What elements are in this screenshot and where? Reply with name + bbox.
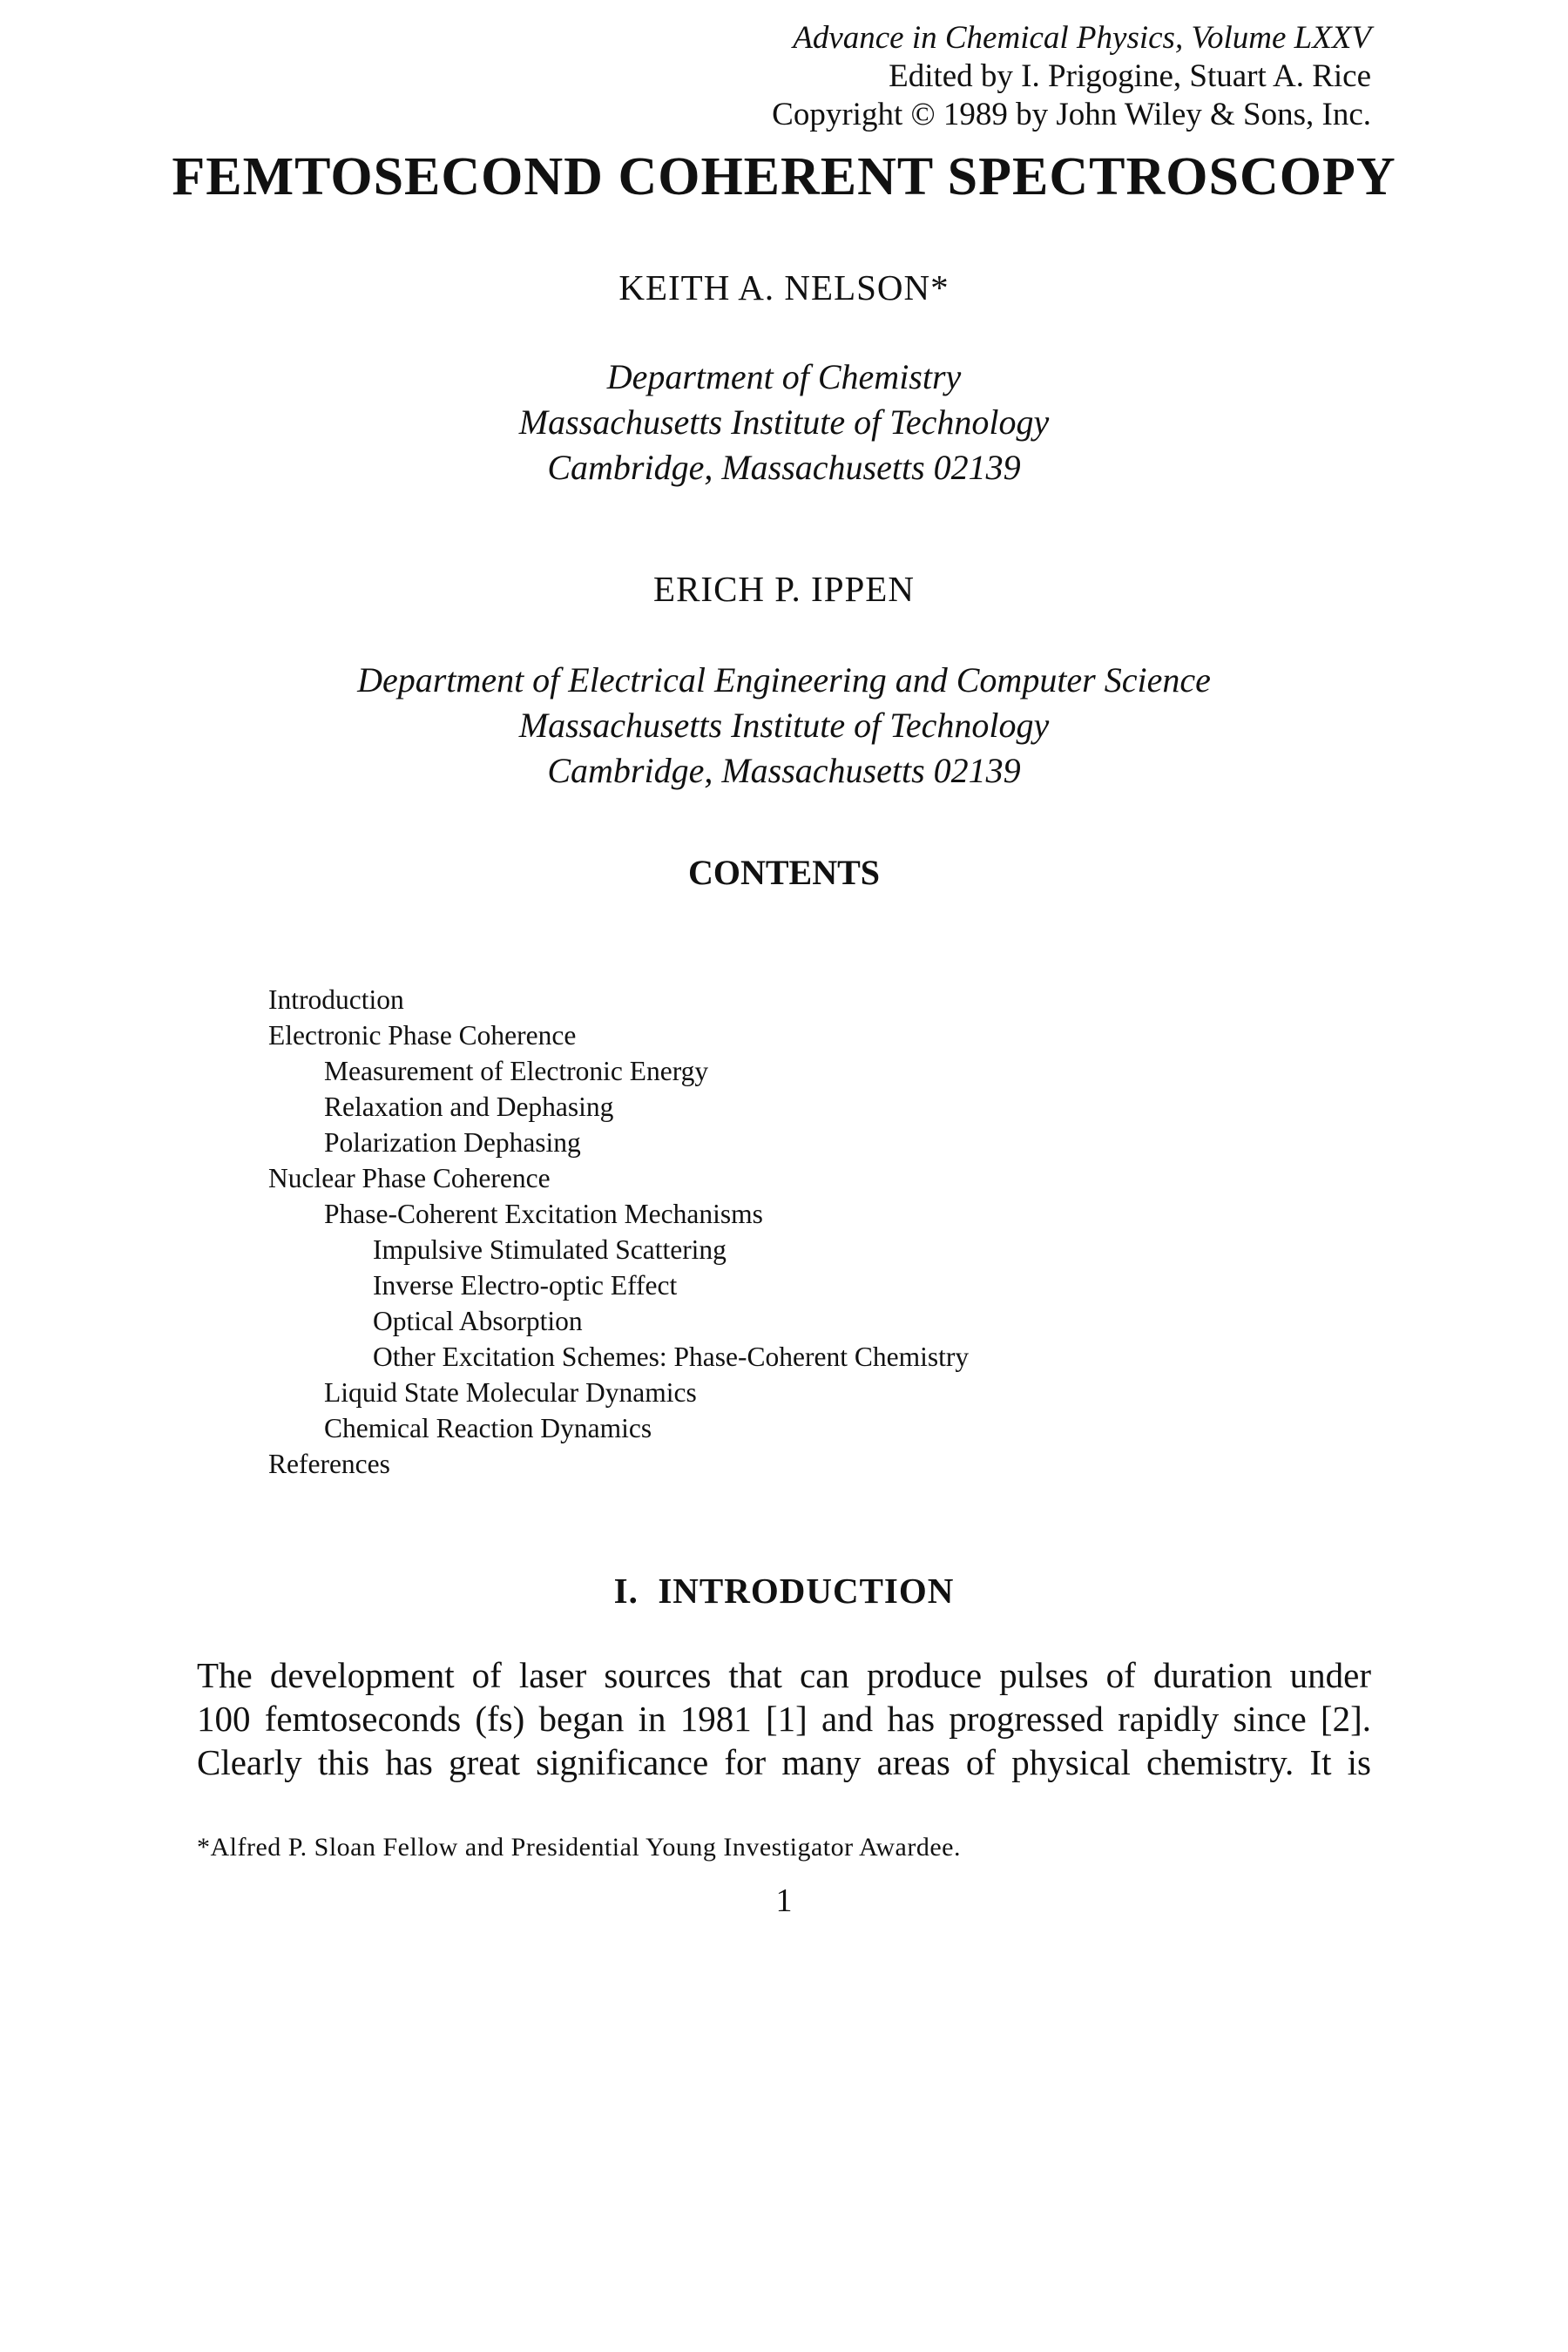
paper-title: FEMTOSECOND COHERENT SPECTROSCOPY <box>172 147 1396 206</box>
author-2-affiliation-line-3: Cambridge, Massachusetts 02139 <box>547 751 1021 790</box>
toc-text: Relaxation and Dephasing <box>324 1092 614 1122</box>
toc-text: Liquid State Molecular Dynamics <box>324 1377 697 1408</box>
paragraph-line: 100 femtoseconds (fs) began in 1981 [1] and has progressed rapidly since [2]. <box>197 1699 1371 1739</box>
toc-text: Electronic Phase Coherence <box>268 1020 577 1051</box>
toc-text: Measurement of Electronic Energy <box>324 1056 709 1086</box>
page-number: 1 <box>775 1882 793 1919</box>
paragraph-line: Clearly this has great significance for many areas of physical chemistry. It is <box>197 1742 1371 1782</box>
toc-text: Chemical Reaction Dynamics <box>324 1413 652 1443</box>
toc-text: Nuclear Phase Coherence <box>268 1163 551 1193</box>
author-2-affiliation-line-2: Massachusetts Institute of Technology <box>518 706 1050 745</box>
paragraph-line: The development of laser sources that can produce pulses of duration under <box>197 1655 1371 1695</box>
table-of-contents <box>0 983 1568 1505</box>
author-1-affiliation-line-2: Massachusetts Institute of Technology <box>518 402 1050 442</box>
journal-line: Advance in Chemical Physics, Volume LXXV <box>793 20 1371 56</box>
editors-line: Edited by I. Prigogine, Stuart A. Rice <box>889 58 1371 94</box>
toc-text: Inverse Electro-optic Effect <box>373 1270 678 1301</box>
author-2-affiliation-line-1: Department of Electrical Engineering and Computer Science <box>357 660 1211 700</box>
copyright-line: Copyright © 1989 by John Wiley & Sons, Inc. <box>772 97 1371 132</box>
author-1-affiliation-line-3: Cambridge, Massachusetts 02139 <box>547 448 1021 487</box>
author-name-1: KEITH A. NELSON* <box>618 267 950 308</box>
author-name-2: ERICH P. IPPEN <box>653 569 915 609</box>
footnote: *Alfred P. Sloan Fellow and Presidential Young Investigator Awardee. <box>197 1833 961 1862</box>
author-1-affiliation-line-1: Department of Chemistry <box>606 357 962 396</box>
toc-text: Polarization Dephasing <box>324 1127 581 1158</box>
toc-text: Other Excitation Schemes: Phase-Coherent Chemistry <box>373 1342 970 1372</box>
toc-text: Impulsive Stimulated Scattering <box>373 1234 727 1265</box>
toc-text: Optical Absorption <box>373 1306 583 1336</box>
toc-text: Introduction <box>268 984 404 1015</box>
toc-text: References <box>268 1449 390 1479</box>
introduction-heading: I. INTRODUCTION <box>613 1571 955 1611</box>
toc-text: Phase-Coherent Excitation Mechanisms <box>324 1199 763 1229</box>
introduction-paragraph <box>197 1653 1371 1784</box>
contents-heading: CONTENTS <box>687 853 881 892</box>
